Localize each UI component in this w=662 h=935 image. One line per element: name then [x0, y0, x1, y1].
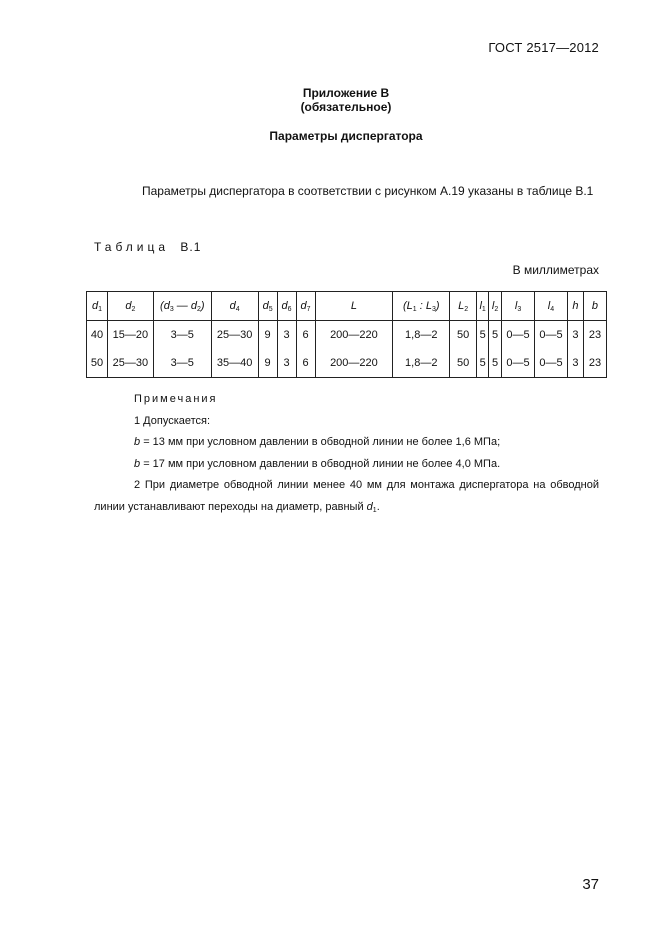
table-cell: 40 [87, 321, 108, 350]
table-cell: 9 [258, 321, 277, 350]
table-cell: 25—30 [211, 321, 258, 350]
header-symbol: h [572, 300, 579, 312]
header-symbol: d [91, 299, 99, 312]
table-cell: 5 [489, 321, 502, 350]
table-cell: 50 [450, 349, 477, 378]
table-cell: 35—40 [211, 349, 258, 378]
header-symbol: d [300, 299, 307, 312]
table-cell: 6 [296, 321, 315, 350]
table-cell: 3—5 [153, 321, 211, 350]
note-2-subscript: 1 [372, 506, 377, 514]
table-cell: 3 [277, 321, 296, 350]
table-cell: 200—220 [315, 349, 393, 378]
notes-block [94, 389, 599, 521]
table-header-cell [211, 292, 258, 321]
note-2 [94, 475, 599, 521]
table-header-cell [107, 292, 153, 321]
header-symbol: L [406, 299, 413, 312]
table-cell: 25—30 [107, 349, 153, 378]
table-cell: 3 [277, 349, 296, 378]
header-symbol: l [491, 299, 495, 312]
page-number: 37 [582, 876, 599, 893]
table-units: В миллиметрах [512, 263, 599, 277]
header-symbol: d [229, 299, 236, 312]
table-header-cell [277, 292, 296, 321]
table-caption [94, 240, 201, 254]
table-cell: 1,8—2 [393, 321, 450, 350]
table-caption-number: В.1 [180, 240, 202, 254]
table-header-cell [315, 292, 393, 321]
header-subscript: 2 [131, 305, 136, 313]
table-cell: 3 [567, 349, 583, 378]
table-header-cell [258, 292, 277, 321]
table-cell: 50 [87, 349, 108, 378]
header-subscript: 5 [268, 305, 273, 313]
table-cell: 15—20 [107, 321, 153, 350]
table-caption-label: Таблица [94, 240, 170, 254]
table-cell: 5 [477, 321, 489, 350]
section-title: Параметры диспергатора [269, 129, 423, 143]
table-cell: 3—5 [153, 349, 211, 378]
table-header-cell [583, 292, 606, 321]
header-subscript: 2 [494, 305, 499, 313]
table-header-cell [477, 292, 489, 321]
table-header-cell [450, 292, 477, 321]
appendix-title: Приложение В [302, 86, 390, 100]
parameters-table [86, 291, 607, 378]
note-1a [94, 432, 599, 454]
intro-paragraph [94, 180, 599, 202]
table-body [87, 321, 607, 378]
table-row [87, 321, 607, 350]
note-2-text: 2 При диаметре обводной линии менее 40 мм для монтажа диспергатора на обводной линии устанавливают переходы на диаметр, равный [94, 479, 599, 513]
table-cell: 0—5 [535, 349, 568, 378]
intro-text: Параметры диспергатора в соответствии с рисунком А.19 указаны в таблице В.1 [142, 184, 594, 198]
table-header-row [87, 292, 607, 321]
table-cell: 9 [258, 349, 277, 378]
header-subscript: 1 [481, 305, 486, 313]
header-symbol: L [458, 299, 465, 312]
note-2-variable: d [366, 500, 373, 513]
header-symbol: ) [435, 299, 440, 312]
note-1b-text: = 17 мм при условном давлении в обводной линии не более 4,0 МПа. [143, 457, 501, 470]
table-cell: 3 [567, 321, 583, 350]
table-header-cell [393, 292, 450, 321]
header-subscript: 3 [431, 305, 436, 313]
table-cell: 6 [296, 349, 315, 378]
header-symbol: L [425, 299, 432, 312]
table-header-cell [567, 292, 583, 321]
table-header-cell [535, 292, 568, 321]
header-symbol: d [262, 299, 269, 312]
table-cell: 0—5 [535, 321, 568, 350]
table-cell: 23 [583, 321, 606, 350]
table-header-cell [489, 292, 502, 321]
table-header-cell [502, 292, 535, 321]
table-cell: 0—5 [502, 349, 535, 378]
header-subscript: 3 [517, 305, 522, 313]
table-header-cell [153, 292, 211, 321]
header-subscript: 1 [412, 305, 417, 313]
table-cell: 50 [450, 321, 477, 350]
header-symbol: d [125, 299, 132, 312]
header-symbol: L [350, 300, 357, 312]
table-cell: 23 [583, 349, 606, 378]
header-symbol: l [514, 299, 518, 312]
header-symbol: d [190, 299, 197, 312]
note-1a-text: = 13 мм при условном давлении в обводной линии не более 1,6 МПа; [143, 436, 501, 448]
header-symbol: ( [160, 299, 164, 312]
appendix-status: (обязательное) [300, 100, 392, 114]
header-subscript: 1 [98, 305, 102, 313]
note-1: 1 Допускается: [134, 414, 211, 427]
note-1b-variable: b [134, 457, 141, 470]
note-2-end: . [376, 500, 380, 513]
table-cell: 5 [489, 349, 502, 378]
header-subscript: 2 [196, 305, 201, 313]
table-cell: 5 [477, 349, 489, 378]
header-symbol: ( [402, 299, 407, 312]
document-standard-header: ГОСТ 2517—2012 [488, 40, 599, 55]
header-subscript: 3 [169, 305, 174, 313]
header-symbol: l [479, 299, 482, 312]
table-cell: 1,8—2 [393, 349, 450, 378]
header-symbol: d [163, 299, 170, 312]
header-symbol: — [173, 299, 191, 312]
note-1a-variable: b [134, 436, 141, 448]
table-header-cell [87, 292, 108, 321]
header-symbol: ) [200, 299, 205, 312]
header-symbol: l [547, 299, 551, 312]
header-symbol: b [591, 300, 599, 312]
header-subscript: 4 [235, 305, 240, 313]
header-symbol: : [416, 299, 426, 312]
header-subscript: 6 [287, 305, 292, 313]
note-1b [94, 454, 599, 476]
table-header-cell [296, 292, 315, 321]
header-subscript: 4 [550, 305, 555, 313]
table-cell: 200—220 [315, 321, 393, 350]
header-subscript: 7 [306, 305, 311, 313]
table-row [87, 349, 607, 378]
header-subscript: 2 [464, 305, 469, 313]
notes-heading: Примечания [134, 393, 218, 405]
header-symbol: d [281, 299, 288, 312]
table-cell: 0—5 [502, 321, 535, 350]
